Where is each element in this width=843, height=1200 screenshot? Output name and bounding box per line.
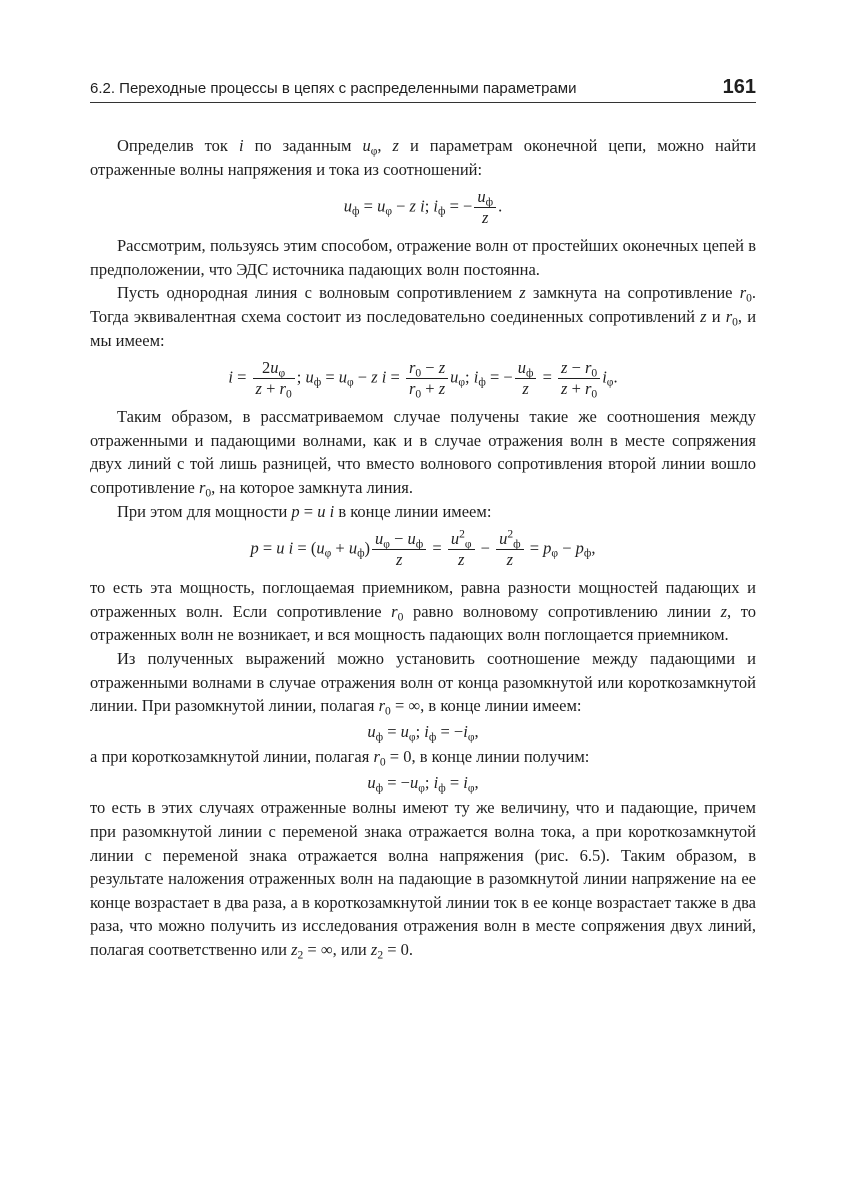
paragraph: а при короткозамкнутой линии, полагая $r_0 = 0$, в конце линии получим: <box>90 747 590 769</box>
paragraph: При этом для мощности p = u i в конце линии имеем: <box>117 501 492 521</box>
paragraph: Таким образом, в рассматриваемом случае получены такие же соотношения между отраженными и падающими волнами, как и в случае отражения волн в месте сопряжения двух линий с той лишь разницей, что вместо волнового сопротивления второй линии вошло сопротивление $r_0$, на которое замкнута линия. <box>90 407 756 500</box>
equation: $u_ф = u_\varphi$; $i_ф = -i_\varphi$, <box>367 721 479 744</box>
page-number: 161 <box>722 76 756 98</box>
running-header <box>90 76 756 103</box>
paragraph: то есть в этих случаях отраженные волны имеют ту же величину, что и падающие, причем при разомкнутой линии с переменой знака отражается волна тока, а при короткозамкнутой линии с переменой знака отражается волна напряжения (рис. 6.5). Таким образом, в результате наложения отраженных волн на падающие в разомкнутой линии напряжение на ее конце возрастает в два раза, а в короткозамкнутой линии ток в ее конце возрастает также в два раза, что можно получить из исследования отражения волн в месте сопряжения двух линий, полагая соответственно или $z_2$ = ∞, или $z_2 = 0$. <box>90 798 756 962</box>
paragraph: Пусть однородная линия с волновым сопротивлением z замкнута на сопротивление $r_0$. Тогда эквивалентная схема состоит из последовательно соединенных сопротивлений z и $r_0$, и мы имеем: <box>90 283 757 350</box>
section-title: 6.2. Переходные процессы в цепях с распределенными параметрами <box>90 80 577 97</box>
equation: $u_ф = -u_\varphi$; $i_ф = i_\varphi$, <box>367 772 479 795</box>
paragraph: то есть эта мощность, поглощаемая приемником, равна разности мощностей падающих и отраженных волн. Если сопротивление $r_0$ равно волновому сопротивлению линии z, то отраженных волн не возникает, и вся мощность падающих волн поглощается приемником. <box>90 578 756 645</box>
equation: i = $\frac{2u_\varphi}{z + r_0}$ ; $u_ф = u_\varphi - z$ i = $\frac{r_0 - z}{r_0 + z}$ $u_\varphi$; $i_ф$ = − $\frac{u_ф}{z}$ = $\frac{z - r_0}{z + r_0}$ $i_\varphi$. <box>228 358 618 401</box>
paragraph: Рассмотрим, пользуясь этим способом, отражение волн от простейших оконечных цепей в предположении, что ЭДС источника падающих волн постоянна. <box>90 236 756 279</box>
paragraph: Из полученных выражений можно установить соотношение между падающими и отраженными волнами в случае отражения волн от конца разомкнутой или короткозамкнутой линии. При разомкнутой линии, полагая $r_0$ = ∞, в конце линии имеем: <box>90 648 756 718</box>
equation: $u_ф = u_\varphi - z$ i; $i_ф$ = − $\frac{u_ф}{z}$ . <box>343 187 503 228</box>
paragraph: Определив ток i по заданным $u_\varphi$, z и параметрам оконечной цепи, можно найти отраженные волны напряжения и тока из соотношений: <box>90 136 757 179</box>
body-text <box>90 134 756 962</box>
equation: p = u $i = (u_\varphi + u_ф)$ $\frac{u_\varphi - u_ф}{z}$ = $\frac{u^2_\varphi}{z}$ − $\frac{u^2_ф}{z}$ = $p_\varphi - p_ф$, <box>250 528 596 570</box>
